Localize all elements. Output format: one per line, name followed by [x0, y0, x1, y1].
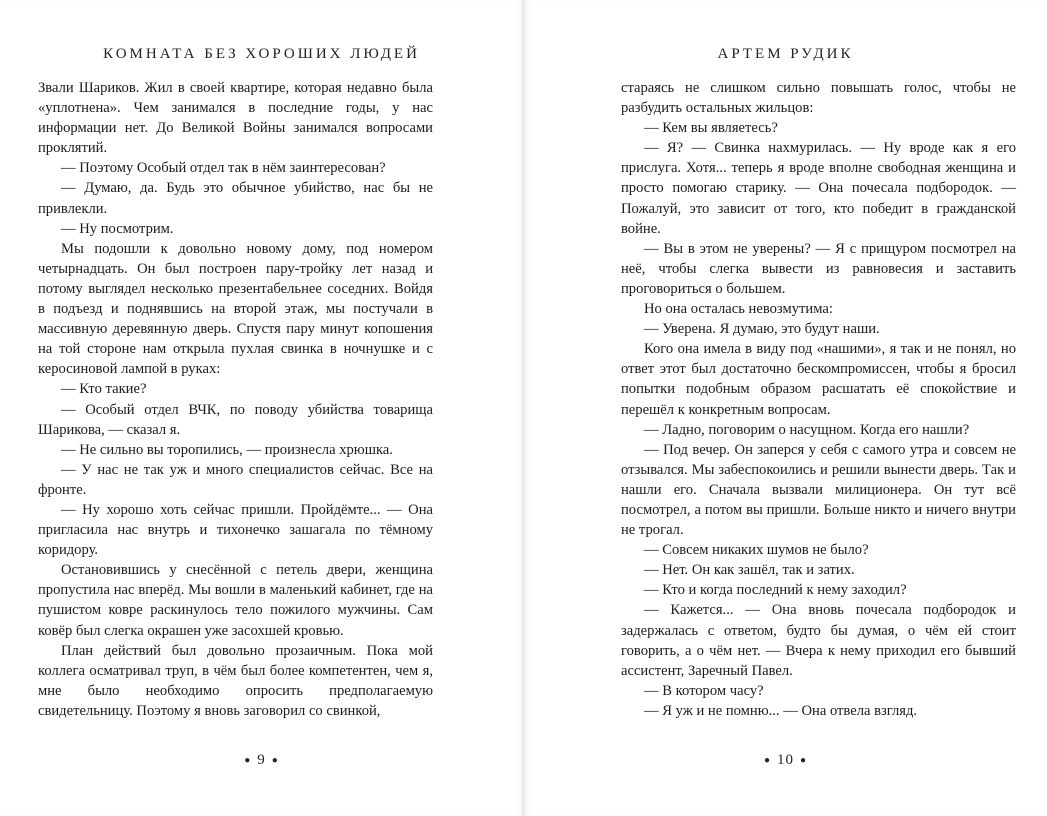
paragraph: — В котором часу?	[644, 682, 764, 699]
paragraph: — Нет. Он как зашёл, так и затих.	[644, 562, 855, 579]
paragraph: — Особый отдел ВЧК, по поводу убийства товарища Шарикова, — сказал я.	[38, 401, 433, 438]
paragraph: — Кажется... — Она вновь почесала подбородок и задержалась с ответом, будто бы думая, о чём ей стоит говорить, а о чём нет. — Вчера к нему приходил его бывший ассистент, Заречный Павел.	[621, 602, 1016, 679]
paragraph: — Кем вы являетесь?	[644, 120, 778, 137]
running-head-right: АРТЕМ РУДИК	[717, 46, 854, 62]
paragraph: Звали Шариков. Жил в своей квартире, которая недавно была «уплотнена». Чем занимался в последние годы, у нас информации нет. До Великой Войны занимался вопросами проклятий.	[38, 80, 433, 157]
paragraph: — Под вечер. Он заперся у себя с самого утра и совсем не отзывался. Мы забеспокоились и решили вынести дверь. Так и нашли его. Сначала вызвали милиционера. Он тут всё посмотрел, а потом вы пришли. Больше никто и ничего внутри не трогал.	[621, 441, 1016, 539]
folio-ornament: ●	[244, 755, 252, 767]
right-page	[524, 0, 1047, 816]
paragraph: — Ладно, поговорим о насущном. Когда его нашли?	[644, 421, 970, 438]
folio-ornament: ●	[271, 755, 279, 767]
paragraph: — Я? — Свинка нахмурилась. — Ну вроде как я его прислуга. Хотя... теперь я вроде вполне свободная женщина и просто помогаю старику. — Она почесала подбородок. — Пожалуй, это зависит от того, кто победит в гражданской войне.	[621, 140, 1016, 237]
paragraph: — Вы в этом не уверены? — Я с прищуром посмотрел на неё, чтобы слегка вывести из равновесия и заставить проговориться о большем.	[621, 240, 1016, 297]
right-text-block	[621, 78, 1016, 721]
paragraph: — Не сильно вы торопились, — произнесла хрюшка.	[61, 441, 393, 458]
paragraph: — Ну хорошо хоть сейчас пришли. Пройдёмте... — Она пригласила нас внутрь и тихонечко зашагала по тёмному коридору.	[38, 501, 433, 559]
folio-ornament: ●	[763, 755, 771, 767]
paragraph: — Совсем никаких шумов не было?	[644, 542, 869, 559]
paragraph: — Уверена. Я думаю, это будут наши.	[644, 321, 880, 338]
page-number-value: 10	[777, 752, 794, 768]
paragraph: План действий был довольно прозаичным. Пока мой коллега осматривал труп, в чём был более компетентен, чем я, мне было необходимо опросить предполагаемую свидетельницу. Поэтому я вновь заговорил со свинкой,	[38, 642, 433, 719]
paragraph: стараясь не слишком сильно повышать голос, чтобы не разбудить остальных жильцов:	[621, 80, 1016, 117]
paragraph: Мы подошли к довольно новому дому, под номером четырнадцать. Он был построен пару-тройку лет назад и потому выглядел несколько презентабельнее соседних. Войдя в подъезд и поднявшись на второй этаж, мы постучали в массивную деревянную дверь. Спустя пару минут копошения на той стороне нам открыла пухлая свинка в ночнушке и с керосиновой лампой в руках:	[38, 240, 433, 378]
left-text-block	[38, 78, 433, 721]
paragraph: — Я уж и не помню... — Она отвела взгляд.	[644, 702, 918, 719]
paragraph: — Кто такие?	[61, 381, 147, 398]
page-number-value: 9	[257, 752, 266, 768]
paragraph: Но она осталась невозмутима:	[644, 301, 833, 318]
page-number-left	[0, 752, 523, 769]
paragraph: — У нас не так уж и много специалистов сейчас. Все на фронте.	[38, 461, 433, 498]
paragraph: Кого она имела в виду под «нашими», я так и не понял, но ответ этот был достаточно бескомпромиссен, чтобы я бросил попытки подобным образом расшатать её спокойствие и перешёл к конкретным вопросам.	[621, 341, 1016, 418]
folio-ornament: ●	[800, 755, 808, 767]
paragraph: — Кто и когда последний к нему заходил?	[644, 582, 907, 599]
running-head-left: КОМНАТА БЕЗ ХОРОШИХ ЛЮДЕЙ	[103, 46, 420, 62]
paragraph: — Думаю, да. Будь это обычное убийство, нас бы не привлекли.	[38, 180, 433, 217]
paragraph: — Ну посмотрим.	[61, 220, 174, 237]
paragraph: Остановившись у снесённой с петель двери, женщина пропустила нас вперёд. Мы вошли в маленький кабинет, где на пушистом ковре раскинулось тело пожилого мужчины. Сам ковёр был слегка окрашен уже засохшей кровью.	[38, 562, 433, 639]
page-number-right	[524, 752, 1047, 769]
paragraph: — Поэтому Особый отдел так в нём заинтересован?	[61, 160, 386, 177]
